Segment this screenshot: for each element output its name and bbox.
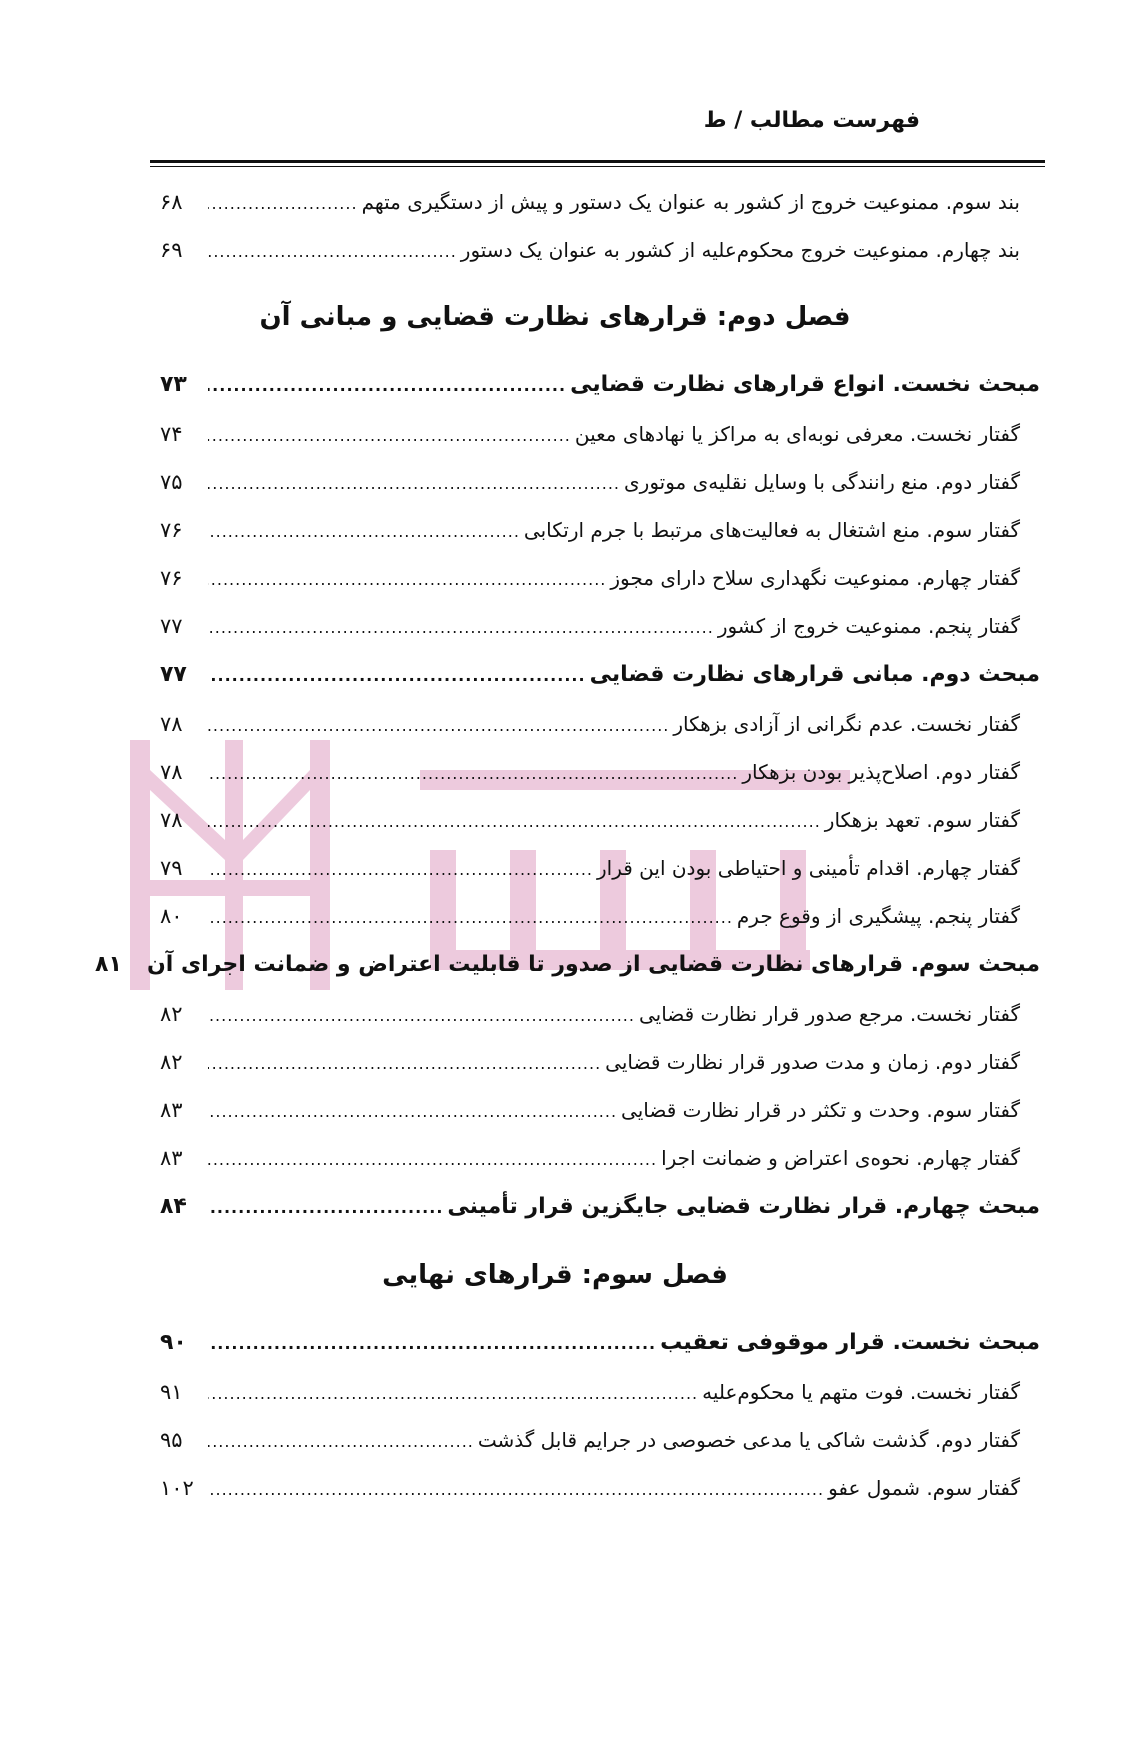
toc-entry [160, 1038, 1040, 1086]
dot-leader [208, 361, 566, 411]
toc-entry [160, 1416, 1040, 1464]
header-rule-thin [150, 166, 1045, 167]
toc-entry [160, 748, 1040, 796]
toc-entry [160, 1134, 1040, 1182]
chapter-heading: فصل سوم: قرارهای نهایی [382, 1260, 728, 1290]
dot-leader [208, 180, 358, 228]
toc-entry-page: ۷۷ [160, 614, 183, 638]
toc-section-title: مبحث چهارم. قرار نظارت قضایی جایگزین قرار تأمینی [447, 1194, 1040, 1219]
toc-entry [160, 700, 1040, 748]
running-head: فهرست مطالب / ط [703, 108, 920, 133]
toc-entry-page: ۶۹ [160, 238, 183, 262]
table-of-contents [95, 178, 1040, 1512]
toc-section-page: ۸۴ [160, 1194, 187, 1219]
toc-entry-title: گفتار دوم. منع رانندگی با وسایل نقلیه‌ی موتوری [624, 470, 1020, 494]
toc-entry [160, 892, 1040, 940]
toc-entry-title: بند چهارم. ممنوعیت خروج محکوم‌علیه از کشور به عنوان یک دستور [460, 238, 1020, 262]
dot-leader [208, 992, 635, 1040]
dot-leader [208, 1040, 601, 1088]
dot-leader [208, 412, 571, 460]
toc-section-title: مبحث نخست. قرار موقوفی تعقیب [660, 1330, 1040, 1355]
toc-entry [160, 1086, 1040, 1134]
toc-entry-page: ۱۰۲ [160, 1476, 194, 1500]
dot-leader [208, 1466, 824, 1514]
toc-entry-title: گفتار نخست. فوت متهم یا محکوم‌علیه [702, 1380, 1020, 1404]
toc-entry-page: ۹۱ [160, 1380, 183, 1404]
toc-entry-title: گفتار دوم. گذشت شاکی یا مدعی خصوصی در جرایم قابل گذشت [477, 1428, 1020, 1452]
toc-entry-title: گفتار سوم. تعهد بزهکار [824, 808, 1020, 832]
toc-section-page: ۹۰ [160, 1330, 187, 1355]
toc-entry-title: گفتار چهارم. ممنوعیت نگهداری سلاح دارای مجوز [610, 566, 1020, 590]
toc-entry [160, 458, 1040, 506]
toc-entry-title: گفتار نخست. مرجع صدور قرار نظارت قضایی [638, 1002, 1020, 1026]
toc-entry [160, 410, 1040, 458]
toc-entry [160, 554, 1040, 602]
toc-entry-page: ۸۳ [160, 1098, 183, 1122]
toc-entry-page: ۷۴ [160, 422, 183, 446]
toc-entry-page: ۸۰ [160, 904, 183, 928]
toc-entry-page: ۷۸ [160, 760, 183, 784]
dot-leader [208, 508, 520, 556]
toc-entry-page: ۷۶ [160, 518, 183, 542]
dot-leader [208, 798, 821, 846]
chapter-heading: فصل دوم: قرارهای نظارت قضایی و مبانی آن [259, 302, 851, 332]
toc-section-title: مبحث نخست. انواع قرارهای نظارت قضایی [570, 372, 1040, 397]
toc-entry-page: ۸۲ [160, 1002, 183, 1026]
toc-entry-page: ۸۲ [160, 1050, 183, 1074]
toc-section [160, 360, 1040, 410]
dot-leader [208, 1088, 617, 1136]
dot-leader [208, 1183, 443, 1233]
toc-entry-page: ۷۸ [160, 808, 183, 832]
toc-entry [160, 506, 1040, 554]
toc-section-page: ۷۷ [160, 662, 187, 687]
dot-leader [208, 702, 669, 750]
toc-section [160, 650, 1040, 700]
toc-entry-title: گفتار دوم. زمان و مدت صدور قرار نظارت قضایی [605, 1050, 1020, 1074]
toc-entry [160, 990, 1040, 1038]
dot-leader [208, 556, 606, 604]
toc-entry-title: گفتار نخست. عدم نگرانی از آزادی بزهکار [673, 712, 1020, 736]
toc-entry [160, 844, 1040, 892]
toc-entry-page: ۷۵ [160, 470, 183, 494]
toc-entry [160, 1464, 1040, 1512]
toc-section-title: مبحث دوم. مبانی قرارهای نظارت قضایی [589, 662, 1040, 687]
toc-section [95, 940, 1040, 990]
dot-leader [208, 1370, 698, 1418]
toc-entry-page: ۹۵ [160, 1428, 183, 1452]
toc-section-page: ۷۳ [160, 372, 187, 397]
toc-entry [160, 602, 1040, 650]
toc-entry-page: ۷۸ [160, 712, 183, 736]
dot-leader [208, 1418, 474, 1466]
dot-leader [208, 228, 457, 276]
toc-entry-page: ۷۶ [160, 566, 183, 590]
header-rule-thick [150, 160, 1045, 163]
toc-entry-title: گفتار پنجم. ممنوعیت خروج از کشور [717, 614, 1020, 638]
dot-leader [208, 604, 714, 652]
dot-leader [208, 1319, 656, 1369]
toc-entry [160, 1368, 1040, 1416]
toc-section [160, 1318, 1040, 1368]
toc-entry-page: ۷۹ [160, 856, 183, 880]
toc-entry [160, 226, 1040, 274]
toc-entry-page: ۶۸ [160, 190, 183, 214]
toc-section-title: مبحث سوم. قرارهای نظارت قضایی از صدور تا قابلیت اعتراض و ضمانت اجرای آن [147, 952, 1040, 977]
toc-entry-title: گفتار سوم. شمول عفو [828, 1476, 1020, 1500]
toc-entry-title: گفتار چهارم. اقدام تأمینی و احتیاطی بودن این قرار [596, 856, 1020, 880]
toc-entry-title: بند سوم. ممنوعیت خروج از کشور به عنوان یک دستور و پیش از دستگیری متهم [361, 190, 1020, 214]
dot-leader [208, 894, 733, 942]
toc-entry [160, 796, 1040, 844]
toc-entry-title: گفتار پنجم. پیشگیری از وقوع جرم [736, 904, 1020, 928]
toc-section-page: ۸۱ [95, 952, 122, 977]
dot-leader [208, 750, 738, 798]
toc-entry-page: ۸۳ [160, 1146, 183, 1170]
toc-section [160, 1182, 1040, 1232]
toc-entry-title: گفتار سوم. وحدت و تکثر در قرار نظارت قضایی [621, 1098, 1020, 1122]
toc-entry-title: گفتار چهارم. نحوه‌ی اعتراض و ضمانت اجرا [661, 1146, 1020, 1170]
toc-entry-title: گفتار نخست. معرفی نوبه‌ای به مراکز یا نهادهای معین [574, 422, 1020, 446]
toc-entry [160, 178, 1040, 226]
toc-entry-title: گفتار سوم. منع اشتغال به فعالیت‌های مرتبط با جرم ارتکابی [523, 518, 1020, 542]
dot-leader [208, 651, 586, 701]
toc-entry-title: گفتار دوم. اصلاح‌پذیر بودن بزهکار [742, 760, 1020, 784]
dot-leader [208, 1136, 657, 1184]
dot-leader [208, 846, 593, 894]
dot-leader [208, 460, 620, 508]
